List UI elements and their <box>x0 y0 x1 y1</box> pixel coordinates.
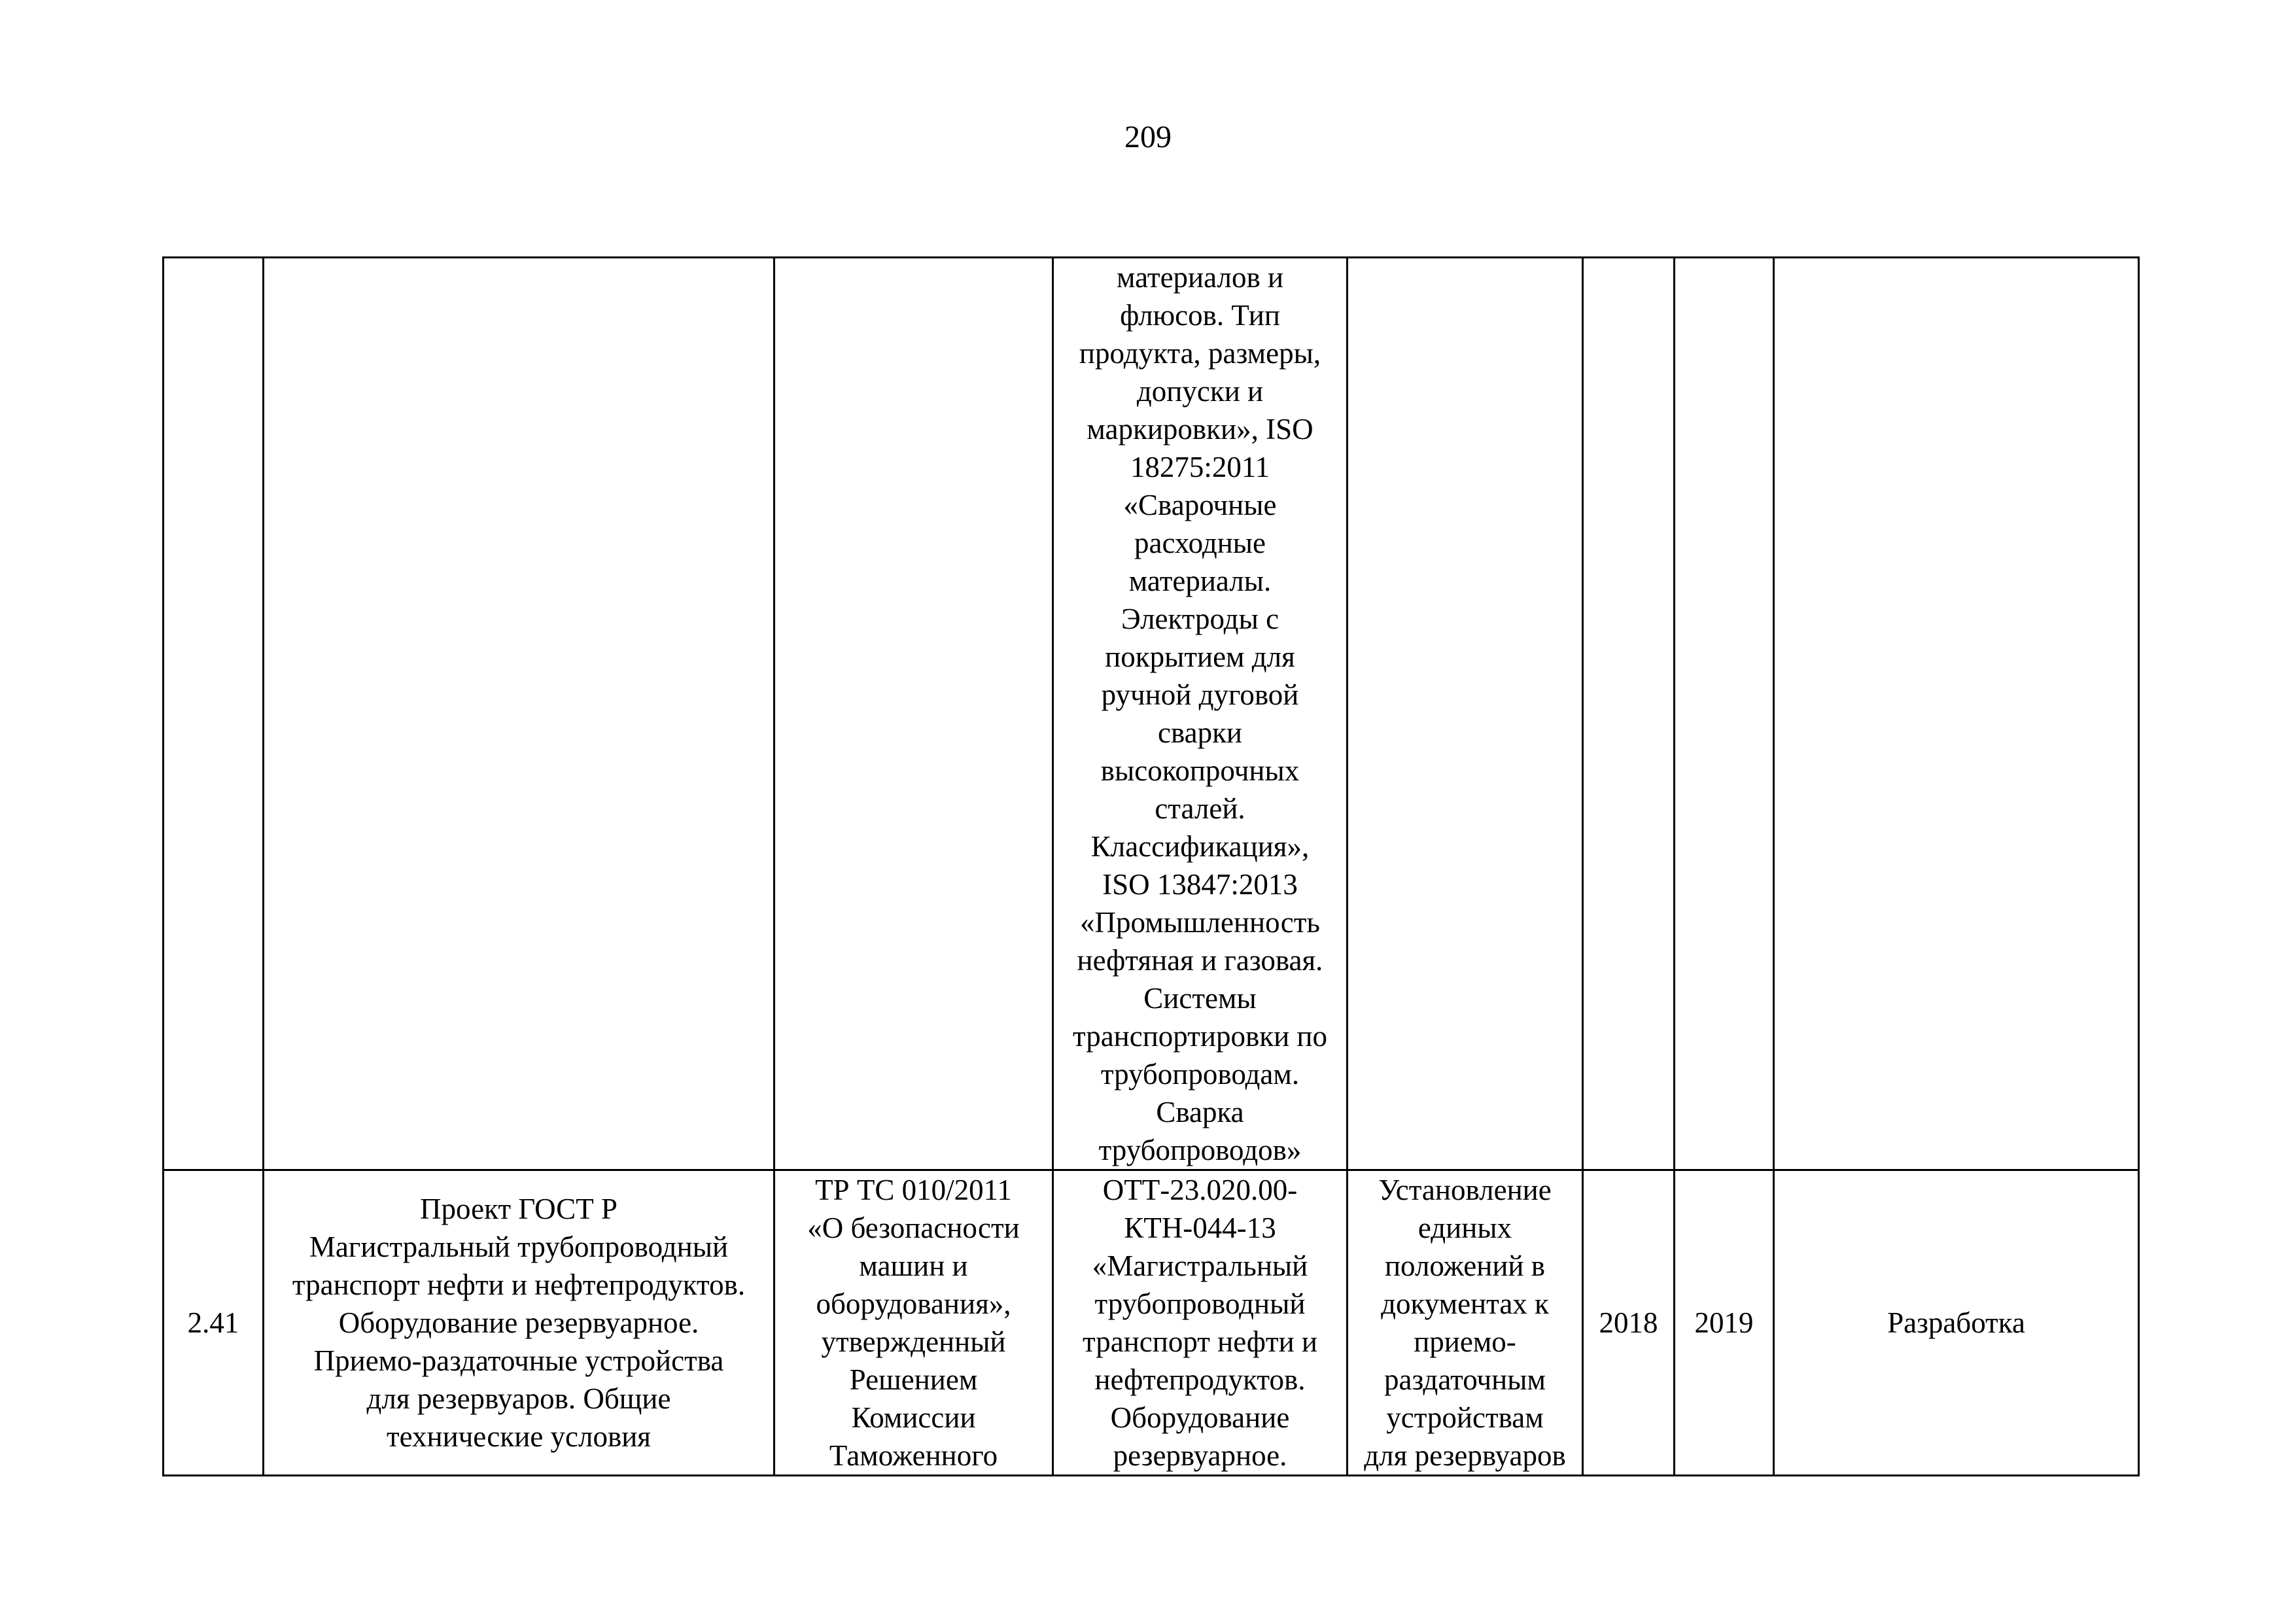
cell-end-year <box>1675 258 1774 1170</box>
cell-number <box>164 258 264 1170</box>
standards-table <box>162 256 2140 1476</box>
cell-title <box>264 258 774 1170</box>
cell-technical-regulation <box>774 258 1053 1170</box>
table-row <box>164 1170 2139 1476</box>
cell-stage: Разработка <box>1774 1170 2139 1476</box>
cell-base-documents: материалов и флюсов. Тип продукта, размеры, допуски и маркировки», ISO 18275:2011 «Сварочные расходные материалы. Электроды с покрытием для ручной дуговой сварки высокопрочных сталей. Классификация», ISO 13847:2013 «Промышленность нефтяная и газовая. Системы транспортировки по трубопроводам. Сварка трубопроводов» <box>1053 258 1348 1170</box>
cell-base-documents: ОТТ-23.020.00- КТН-044-13 «Магистральный трубопроводный транспорт нефти и нефтепродуктов. Оборудование резервуарное. <box>1053 1170 1348 1476</box>
cell-stage <box>1774 258 2139 1170</box>
cell-goal <box>1348 258 1583 1170</box>
cell-start-year: 2018 <box>1583 1170 1675 1476</box>
cell-goal: Установление единых положений в документах к приемо- раздаточным устройствам для резервуаров <box>1348 1170 1583 1476</box>
cell-start-year <box>1583 258 1675 1170</box>
table-row <box>164 258 2139 1170</box>
cell-title: Проект ГОСТ Р Магистральный трубопроводный транспорт нефти и нефтепродуктов. Оборудование резервуарное. Приемо-раздаточные устройства для резервуаров. Общие технические условия <box>264 1170 774 1476</box>
cell-technical-regulation: ТР ТС 010/2011 «О безопасности машин и оборудования», утвержденный Решением Комиссии Таможенного <box>774 1170 1053 1476</box>
cell-end-year: 2019 <box>1675 1170 1774 1476</box>
page-number: 209 <box>1124 120 1172 154</box>
cell-number: 2.41 <box>164 1170 264 1476</box>
